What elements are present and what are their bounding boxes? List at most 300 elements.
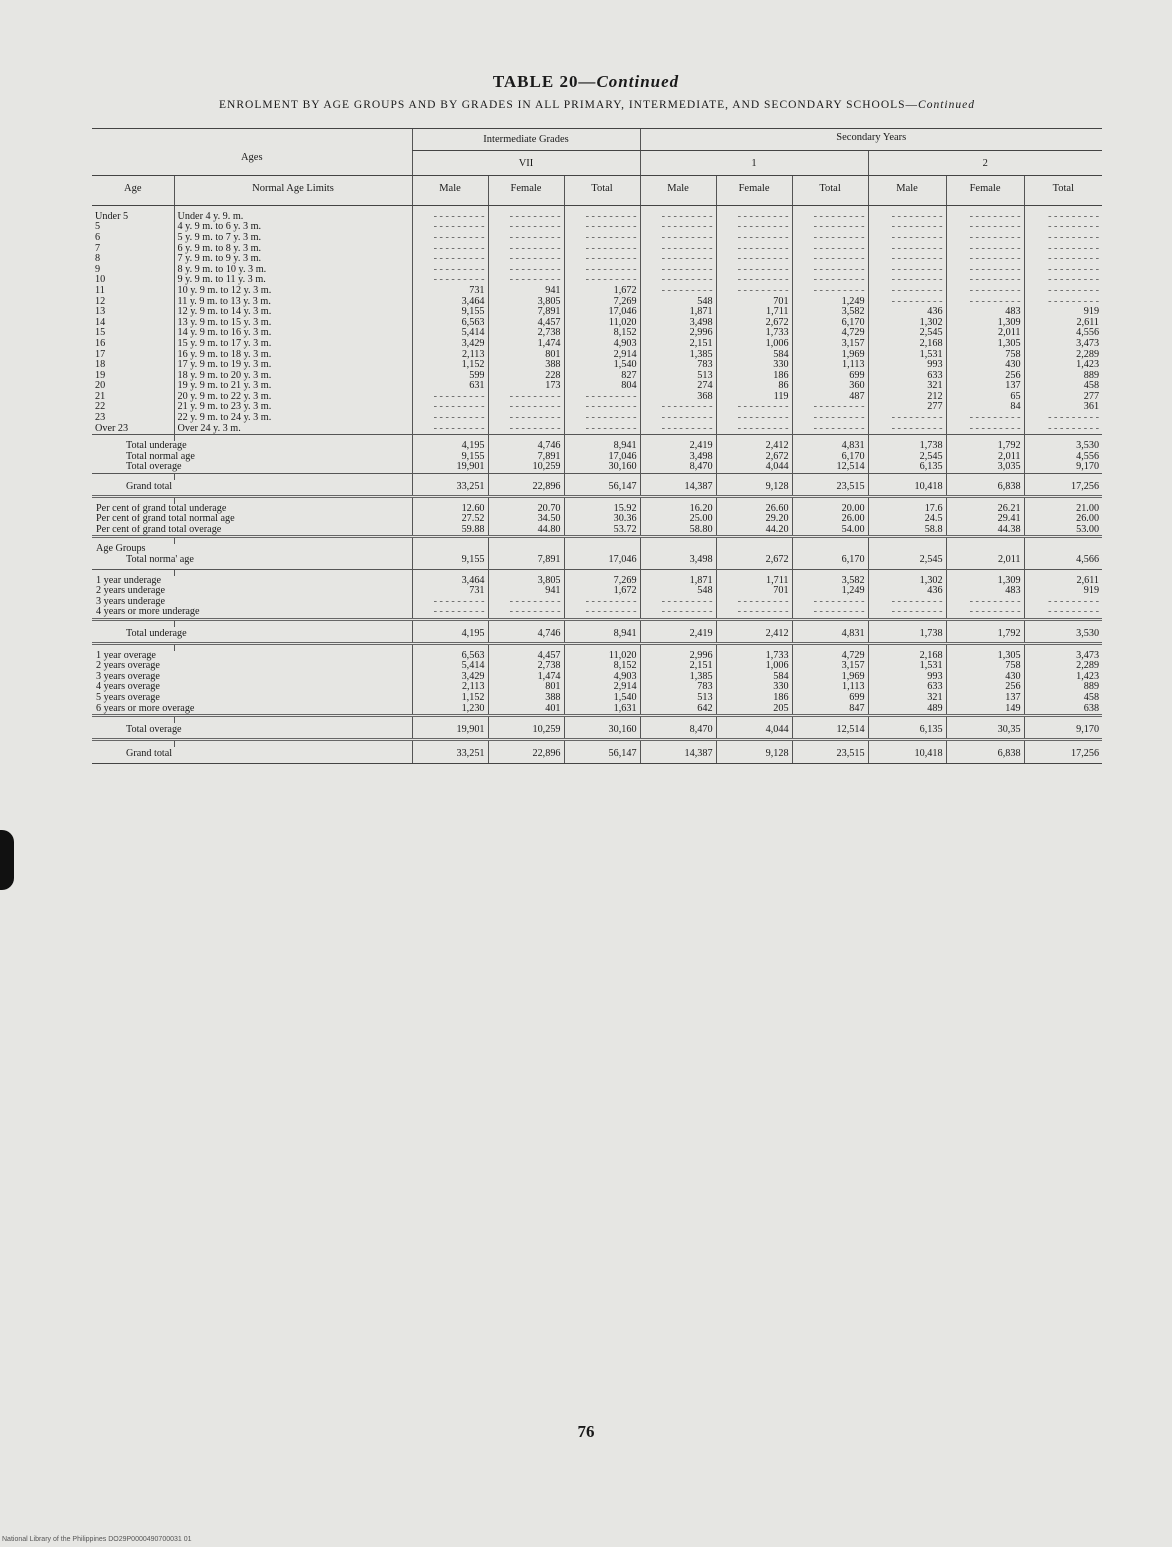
row-label: Total normal age xyxy=(126,451,195,462)
table-cell: - - - - - - - - - xyxy=(868,212,946,223)
table-cell: 731 xyxy=(412,286,488,297)
table-cell: 4,831 xyxy=(792,627,868,643)
table-cell: - - - - - - - - - xyxy=(640,286,716,297)
table-cell: 2,672 xyxy=(716,555,792,569)
table-cell: 1,474 xyxy=(488,339,564,350)
table-cell: 758 xyxy=(946,350,1024,361)
table-cell: 487 xyxy=(792,392,868,403)
row-separator xyxy=(92,643,1102,651)
table-cell: 436 xyxy=(868,586,946,597)
table-cell: 827 xyxy=(564,371,640,382)
age-cell: 5 xyxy=(95,222,101,233)
intermediate-header: Intermediate Grades xyxy=(412,129,640,151)
table-cell: 489 xyxy=(868,704,946,716)
table-cell: 2,113 xyxy=(412,682,488,693)
table-row xyxy=(92,371,1102,382)
table-cell: - - - - - - - - - xyxy=(946,254,1024,265)
age-limit-cell: 14 y. 9 m. to 16 y. 3 m. xyxy=(174,328,412,339)
enrolment-table xyxy=(92,128,1102,764)
table-cell: 17,046 xyxy=(564,555,640,569)
table-cell: 548 xyxy=(640,586,716,597)
separator-cell xyxy=(1024,739,1102,747)
separator-cell xyxy=(868,739,946,747)
table-cell: 483 xyxy=(946,586,1024,597)
grade-vii-header: VII xyxy=(412,150,640,176)
separator-cell xyxy=(488,716,564,724)
table-cell: 1,249 xyxy=(792,586,868,597)
table-cell: 7,269 xyxy=(564,297,640,308)
table-cell: 993 xyxy=(868,360,946,371)
table-cell: 3,473 xyxy=(1024,339,1102,350)
table-cell: 59.88 xyxy=(412,525,488,537)
table-cell: 16.20 xyxy=(640,504,716,515)
table-cell: 26.21 xyxy=(946,504,1024,515)
table-cell: 34.50 xyxy=(488,514,564,525)
table-cell: - - - - - - - - - xyxy=(564,392,640,403)
age-limit-cell: Over 24 y. 3 m. xyxy=(174,424,412,435)
table-cell: - - - - - - - - - xyxy=(868,297,946,308)
table-cell: 19,901 xyxy=(412,723,488,739)
table-cell: 1,385 xyxy=(640,672,716,683)
table-cell: 4,044 xyxy=(716,723,792,739)
table-cell: - - - - - - - - - xyxy=(792,265,868,276)
table-cell: 10,259 xyxy=(488,462,564,473)
separator-cell xyxy=(868,619,946,627)
table-cell: - - - - - - - - - xyxy=(488,254,564,265)
table-cell: 53.72 xyxy=(564,525,640,537)
table-cell: 2,151 xyxy=(640,339,716,350)
separator-cell xyxy=(946,716,1024,724)
table-cell: 2,412 xyxy=(716,441,792,452)
table-cell: 54.00 xyxy=(792,525,868,537)
table-cell: 330 xyxy=(716,360,792,371)
table-cell: 1,631 xyxy=(564,704,640,716)
scan-edge-mark xyxy=(0,830,14,890)
separator-cell xyxy=(716,716,792,724)
table-cell: 23,515 xyxy=(792,747,868,764)
separator-cell xyxy=(1024,619,1102,627)
table-cell: - - - - - - - - - xyxy=(640,222,716,233)
table-cell: 17,046 xyxy=(564,307,640,318)
table-cell: - - - - - - - - - xyxy=(412,265,488,276)
table-cell: 29.20 xyxy=(716,514,792,525)
table-cell: - - - - - - - - - xyxy=(1024,286,1102,297)
separator-cell xyxy=(174,537,412,545)
table-cell: - - - - - - - - - xyxy=(868,424,946,435)
table-cell: 277 xyxy=(868,402,946,413)
table-cell: - - - - - - - - - xyxy=(412,597,488,608)
table-cell: - - - - - - - - - xyxy=(716,212,792,223)
table-cell: 1,113 xyxy=(792,682,868,693)
table-cell: 277 xyxy=(1024,392,1102,403)
table-cell: 1,006 xyxy=(716,661,792,672)
table-cell: 1,113 xyxy=(792,360,868,371)
age-cell: 9 xyxy=(95,264,101,275)
table-cell: 321 xyxy=(868,693,946,704)
table-cell: - - - - - - - - - xyxy=(716,402,792,413)
separator-cell xyxy=(174,496,412,504)
table-row xyxy=(92,286,1102,297)
age-limit-cell: 13 y. 9 m. to 15 y. 3 m. xyxy=(174,318,412,329)
age-limit-cell: 12 y. 9 m. to 14 y. 3 m. xyxy=(174,307,412,318)
year2-header: 2 xyxy=(868,150,1102,176)
table-cell: 4,556 xyxy=(1024,452,1102,463)
table-cell: 1,423 xyxy=(1024,360,1102,371)
table-cell: - - - - - - - - - xyxy=(1024,275,1102,286)
table-cell: 388 xyxy=(488,693,564,704)
table-cell: - - - - - - - - - xyxy=(946,233,1024,244)
table-cell: 15.92 xyxy=(564,504,640,515)
row-label: Total underage xyxy=(126,441,187,452)
table-cell: 1,733 xyxy=(716,651,792,662)
age-cell: 20 xyxy=(95,381,106,392)
table-cell: 3,035 xyxy=(946,462,1024,473)
table-cell: 11,020 xyxy=(564,651,640,662)
table-cell: 368 xyxy=(640,392,716,403)
table-cell: 4,195 xyxy=(412,627,488,643)
table-cell: - - - - - - - - - xyxy=(868,413,946,424)
table-cell: 3,530 xyxy=(1024,441,1102,452)
table-cell: - - - - - - - - - xyxy=(716,244,792,255)
table-cell: - - - - - - - - - xyxy=(946,413,1024,424)
separator-cell xyxy=(174,716,412,724)
table-row xyxy=(92,297,1102,308)
table-cell: 1,738 xyxy=(868,627,946,643)
age-cell: 12 xyxy=(95,296,106,307)
table-row xyxy=(92,360,1102,371)
age-limit-cell: 16 y. 9 m. to 18 y. 3 m. xyxy=(174,350,412,361)
age-cell: 21 xyxy=(95,391,106,402)
separator-cell xyxy=(488,739,564,747)
table-cell: - - - - - - - - - xyxy=(488,222,564,233)
table-cell: 4,556 xyxy=(1024,328,1102,339)
row-label: 4 years or more underage xyxy=(96,607,200,618)
table-cell: 4,729 xyxy=(792,328,868,339)
table-cell: 993 xyxy=(868,672,946,683)
table-cell: - - - - - - - - - xyxy=(564,254,640,265)
row-separator xyxy=(92,716,1102,724)
table-cell: 17,256 xyxy=(1024,747,1102,764)
row-label: Per cent of grand total normal age xyxy=(96,514,235,525)
table-cell: 801 xyxy=(488,682,564,693)
separator-cell xyxy=(946,619,1024,627)
table-cell: - - - - - - - - - xyxy=(946,244,1024,255)
table-cell: 6,170 xyxy=(792,555,868,569)
separator-cell xyxy=(174,643,412,651)
age-groups-label: Age Groups xyxy=(96,544,146,555)
table-cell: - - - - - - - - - xyxy=(564,424,640,435)
table-cell: - - - - - - - - - xyxy=(868,275,946,286)
age-cell: 10 xyxy=(95,275,106,286)
limits-col-header: Normal Age Limits xyxy=(174,176,412,206)
table-cell: 513 xyxy=(640,371,716,382)
table-cell: - - - - - - - - - xyxy=(946,265,1024,276)
table-cell: 4,457 xyxy=(488,651,564,662)
table-cell: 436 xyxy=(868,307,946,318)
table-row xyxy=(92,525,1102,537)
table-cell: 642 xyxy=(640,704,716,716)
table-cell: 6,563 xyxy=(412,318,488,329)
table-row xyxy=(92,424,1102,435)
table-row xyxy=(92,318,1102,329)
title-suffix: —Continued xyxy=(578,72,680,91)
separator-cell xyxy=(716,619,792,627)
table-cell: 2,738 xyxy=(488,328,564,339)
table-cell: 3,498 xyxy=(640,318,716,329)
table-cell: - - - - - - - - - xyxy=(412,424,488,435)
separator-cell xyxy=(412,537,488,545)
table-cell: - - - - - - - - - xyxy=(1024,222,1102,233)
age-cell: 13 xyxy=(95,307,106,318)
table-cell: 7,891 xyxy=(488,555,564,569)
secondary-header: Secondary Years xyxy=(640,129,1102,151)
table-cell: 8,152 xyxy=(564,661,640,672)
table-cell: 1,305 xyxy=(946,651,1024,662)
male-col-header: Male xyxy=(640,176,716,206)
table-cell: 7,891 xyxy=(488,452,564,463)
separator-cell xyxy=(640,537,716,545)
table-cell: 1,540 xyxy=(564,693,640,704)
table-cell: - - - - - - - - - xyxy=(564,212,640,223)
age-limit-cell: 15 y. 9 m. to 17 y. 3 m. xyxy=(174,339,412,350)
table-cell: - - - - - - - - - xyxy=(792,244,868,255)
table-cell: 1,423 xyxy=(1024,672,1102,683)
table-cell: - - - - - - - - - xyxy=(564,597,640,608)
table-cell: - - - - - - - - - xyxy=(412,212,488,223)
age-cell: 14 xyxy=(95,317,106,328)
table-cell: 58.8 xyxy=(868,525,946,537)
separator-cell xyxy=(868,716,946,724)
table-cell: - - - - - - - - - xyxy=(946,424,1024,435)
table-cell: 4,746 xyxy=(488,441,564,452)
table-cell: 186 xyxy=(716,693,792,704)
table-cell: 2,611 xyxy=(1024,318,1102,329)
separator-cell xyxy=(640,739,716,747)
table-cell: - - - - - - - - - xyxy=(868,244,946,255)
table-cell: 1,152 xyxy=(412,693,488,704)
table-cell: 3,582 xyxy=(792,307,868,318)
age-cell: 19 xyxy=(95,370,106,381)
separator-cell xyxy=(946,739,1024,747)
table-cell: - - - - - - - - - xyxy=(792,233,868,244)
total-col-header: Total xyxy=(1024,176,1102,206)
table-cell: - - - - - - - - - xyxy=(488,607,564,619)
table-cell: - - - - - - - - - xyxy=(640,424,716,435)
table-cell: 26.60 xyxy=(716,504,792,515)
table-cell: 10,259 xyxy=(488,723,564,739)
age-cell: 7 xyxy=(95,243,101,254)
row-label: Total underage xyxy=(126,627,187,639)
table-cell: 889 xyxy=(1024,371,1102,382)
table-cell: - - - - - - - - - xyxy=(868,265,946,276)
table-cell: 2,412 xyxy=(716,627,792,643)
table-cell: 6,170 xyxy=(792,452,868,463)
table-cell: 256 xyxy=(946,371,1024,382)
table-cell: 889 xyxy=(1024,682,1102,693)
table-cell: 458 xyxy=(1024,381,1102,392)
table-row xyxy=(92,747,1102,764)
table-cell: - - - - - - - - - xyxy=(488,424,564,435)
table-cell: 638 xyxy=(1024,704,1102,716)
age-limit-cell: 22 y. 9 m. to 24 y. 3 m. xyxy=(174,413,412,424)
table-cell: - - - - - - - - - xyxy=(868,597,946,608)
table-row xyxy=(92,328,1102,339)
table-cell: 4,903 xyxy=(564,339,640,350)
table-cell: - - - - - - - - - xyxy=(564,607,640,619)
table-cell: 12,514 xyxy=(792,723,868,739)
table-cell: 4,746 xyxy=(488,627,564,643)
table-cell: - - - - - - - - - xyxy=(488,233,564,244)
age-limit-cell: 11 y. 9 m. to 13 y. 3 m. xyxy=(174,297,412,308)
table-cell: 3,473 xyxy=(1024,651,1102,662)
table-cell: 2,545 xyxy=(868,328,946,339)
separator-cell xyxy=(792,619,868,627)
table-cell: 228 xyxy=(488,371,564,382)
female-col-header: Female xyxy=(946,176,1024,206)
table-cell: 513 xyxy=(640,693,716,704)
table-cell: 388 xyxy=(488,360,564,371)
age-limit-cell: 21 y. 9 m. to 23 y. 3 m. xyxy=(174,402,412,413)
table-row xyxy=(92,462,1102,473)
age-col-header: Age xyxy=(92,176,174,206)
age-limit-cell: 20 y. 9 m. to 22 y. 3 m. xyxy=(174,392,412,403)
table-cell: 699 xyxy=(792,693,868,704)
table-cell: 1,540 xyxy=(564,360,640,371)
table-row xyxy=(92,275,1102,286)
row-label: Total overage xyxy=(126,724,182,736)
table-cell: - - - - - - - - - xyxy=(564,275,640,286)
table-cell: 20.00 xyxy=(792,504,868,515)
table-cell: 256 xyxy=(946,682,1024,693)
table-cell: - - - - - - - - - xyxy=(792,424,868,435)
table-cell: - - - - - - - - - xyxy=(488,212,564,223)
table-cell: 10,418 xyxy=(868,747,946,764)
table-row xyxy=(92,607,1102,619)
table-cell: 30,35 xyxy=(946,723,1024,739)
table-cell: 30,160 xyxy=(564,723,640,739)
table-cell: 6,135 xyxy=(868,462,946,473)
table-cell: 1,733 xyxy=(716,328,792,339)
table-cell: 9,155 xyxy=(412,307,488,318)
separator-cell xyxy=(174,619,412,627)
row-label: 2 years overage xyxy=(96,661,160,672)
table-row xyxy=(92,233,1102,244)
table-cell: - - - - - - - - - xyxy=(792,413,868,424)
table-cell: 2,545 xyxy=(868,555,946,569)
table-cell: 4,831 xyxy=(792,441,868,452)
table-cell: 9,170 xyxy=(1024,723,1102,739)
table-cell: 6,838 xyxy=(946,747,1024,764)
table-cell: 1,385 xyxy=(640,350,716,361)
table-cell: - - - - - - - - - xyxy=(1024,607,1102,619)
table-cell: 149 xyxy=(946,704,1024,716)
table-cell: 401 xyxy=(488,704,564,716)
table-cell: 23,515 xyxy=(792,480,868,496)
table-cell: 9,170 xyxy=(1024,462,1102,473)
table-cell: 12,514 xyxy=(792,462,868,473)
table-cell: 1,871 xyxy=(640,307,716,318)
table-cell: 25.00 xyxy=(640,514,716,525)
table-cell: - - - - - - - - - xyxy=(716,254,792,265)
table-cell: 14,387 xyxy=(640,480,716,496)
table-cell: - - - - - - - - - xyxy=(946,607,1024,619)
table-cell: - - - - - - - - - xyxy=(412,275,488,286)
table-cell: 2,011 xyxy=(946,555,1024,569)
table-cell: - - - - - - - - - xyxy=(412,607,488,619)
age-cell: 8 xyxy=(95,254,101,265)
table-cell: 1,711 xyxy=(716,576,792,587)
table-cell: 173 xyxy=(488,381,564,392)
separator-cell xyxy=(716,739,792,747)
table-row xyxy=(92,307,1102,318)
table-row xyxy=(92,480,1102,496)
table-cell: 22,896 xyxy=(488,747,564,764)
table-row xyxy=(92,350,1102,361)
table-cell: 783 xyxy=(640,682,716,693)
table-cell: 599 xyxy=(412,371,488,382)
table-cell: 186 xyxy=(716,371,792,382)
table-cell: - - - - - - - - - xyxy=(640,402,716,413)
table-row xyxy=(92,723,1102,739)
table-cell: 1,230 xyxy=(412,704,488,716)
table-cell: 2,289 xyxy=(1024,350,1102,361)
age-cell: 18 xyxy=(95,360,106,371)
table-cell: 2,672 xyxy=(716,318,792,329)
year1-header: 1 xyxy=(640,150,868,176)
table-cell: 21.00 xyxy=(1024,504,1102,515)
row-label: Per cent of grand total overage xyxy=(96,524,222,535)
table-cell: - - - - - - - - - xyxy=(488,413,564,424)
female-col-header: Female xyxy=(716,176,792,206)
separator-cell xyxy=(488,619,564,627)
table-cell: 1,969 xyxy=(792,350,868,361)
table-cell: 3,805 xyxy=(488,297,564,308)
table-cell: 2,289 xyxy=(1024,661,1102,672)
table-cell: 4,566 xyxy=(1024,555,1102,569)
table-cell: - - - - - - - - - xyxy=(412,392,488,403)
table-cell: - - - - - - - - - xyxy=(792,222,868,233)
table-cell: - - - - - - - - - xyxy=(1024,244,1102,255)
table-cell: 2,996 xyxy=(640,328,716,339)
table-cell: 701 xyxy=(716,297,792,308)
table-cell: - - - - - - - - - xyxy=(564,222,640,233)
table-cell: 17,256 xyxy=(1024,480,1102,496)
table-cell: 4,457 xyxy=(488,318,564,329)
table-row xyxy=(92,704,1102,716)
table-cell: - - - - - - - - - xyxy=(564,402,640,413)
table-cell: 2,011 xyxy=(946,452,1024,463)
row-separator xyxy=(92,619,1102,627)
separator-cell xyxy=(412,739,488,747)
table-cell: 20.70 xyxy=(488,504,564,515)
row-label: 2 years underage xyxy=(96,586,166,597)
separator-cell xyxy=(92,537,174,545)
separator-cell xyxy=(792,739,868,747)
table-cell: 17,046 xyxy=(564,452,640,463)
table-cell: - - - - - - - - - xyxy=(716,607,792,619)
table-cell: - - - - - - - - - xyxy=(716,597,792,608)
table-cell: 2,914 xyxy=(564,350,640,361)
table-cell: - - - - - - - - - xyxy=(1024,597,1102,608)
table-cell: 56,147 xyxy=(564,747,640,764)
row-label: 5 years overage xyxy=(96,692,160,703)
table-cell: 10,418 xyxy=(868,480,946,496)
table-cell: 941 xyxy=(488,586,564,597)
age-limit-cell: 19 y. 9 m. to 21 y. 3 m. xyxy=(174,381,412,392)
table-cell: 360 xyxy=(792,381,868,392)
table-row xyxy=(92,651,1102,662)
table-cell: - - - - - - - - - xyxy=(792,275,868,286)
